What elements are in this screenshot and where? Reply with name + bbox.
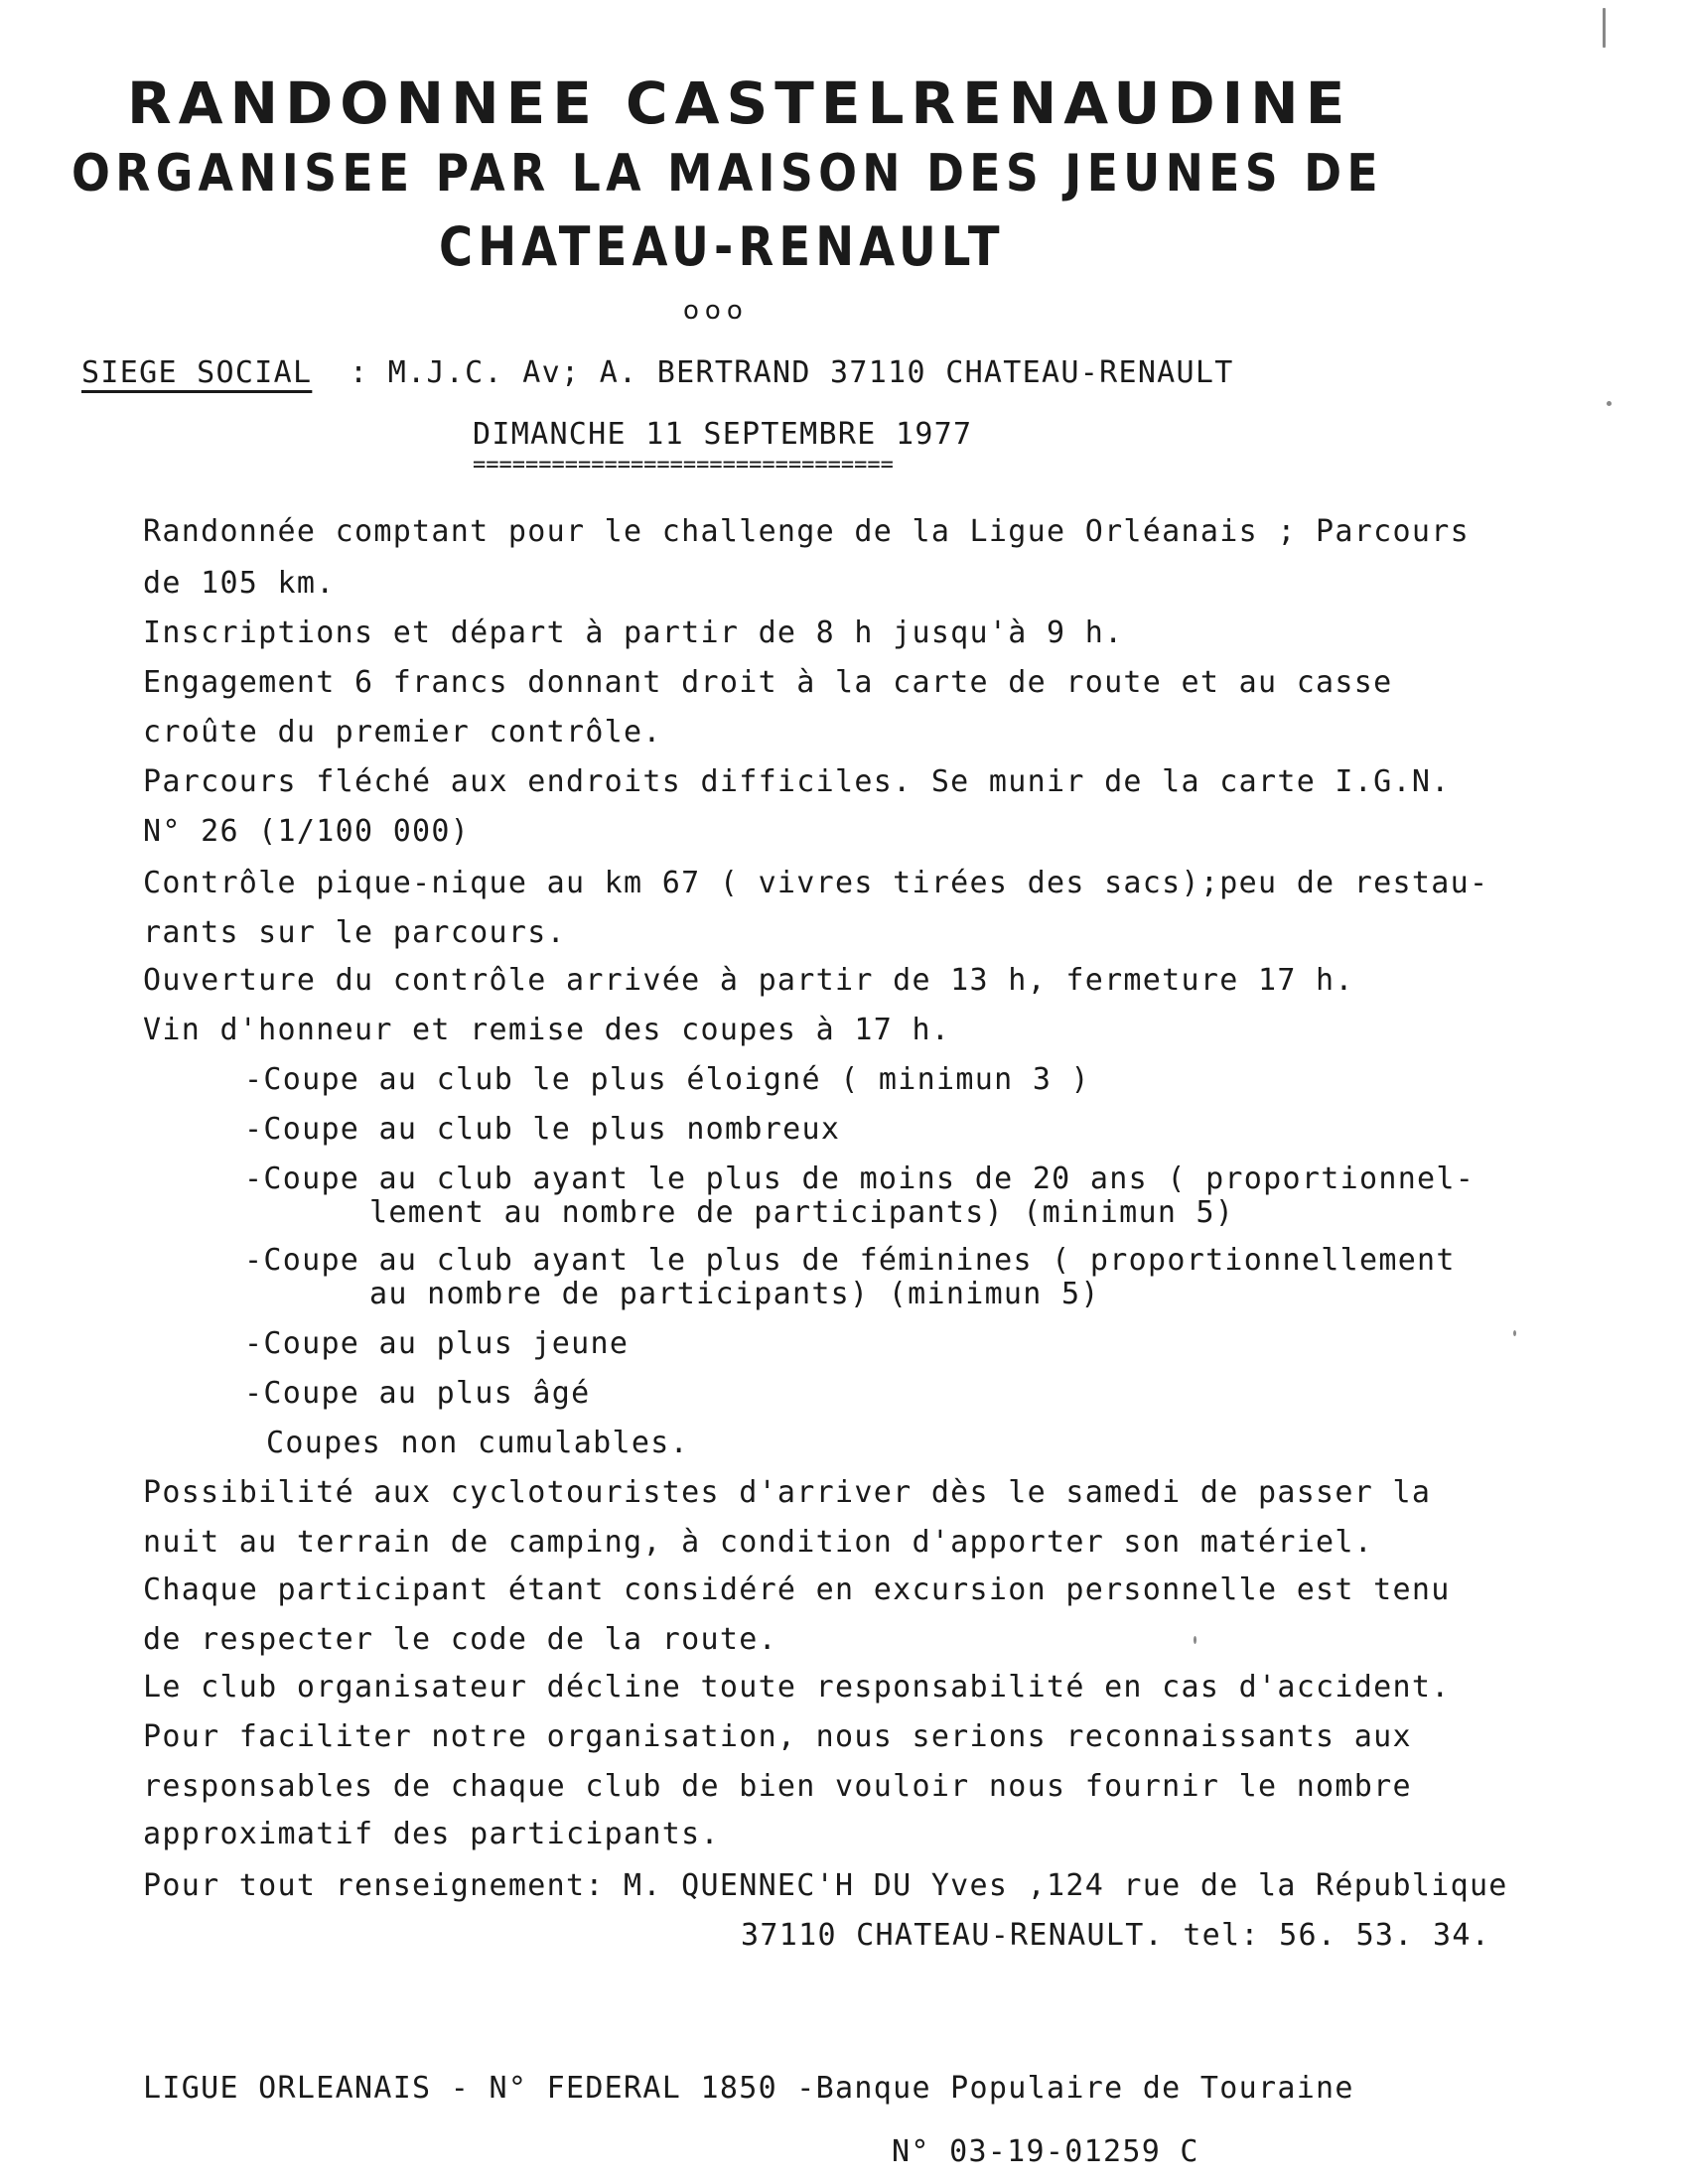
coupe-list-item-continuation: au nombre de participants) (minimun 5) <box>369 1277 1100 1311</box>
coupe-list-item-continuation: lement au nombre de participants) (minimun 5) <box>369 1195 1235 1230</box>
body-line: Contrôle pique-nique au km 67 ( vivres tirées des sacs);peu de restau- <box>143 866 1489 900</box>
date-underline-rule: ================================ <box>473 453 894 478</box>
body-line: approximatif des participants. <box>143 1817 720 1851</box>
footer-federation-line: LIGUE ORLEANAIS - N° FEDERAL 1850 -Banque Populaire de Touraine <box>143 2071 1354 2106</box>
footer-account-number: N° 03-19-01259 C <box>892 2134 1199 2169</box>
coupe-list-item: -Coupe au plus jeune <box>244 1326 630 1361</box>
scan-speck <box>1607 401 1612 406</box>
scan-speck <box>1194 1636 1196 1644</box>
body-line: de 105 km. <box>143 566 336 601</box>
scan-mark <box>1603 8 1606 48</box>
body-line: rants sur le parcours. <box>143 915 566 950</box>
body-line: Pour faciliter notre organisation, nous serions reconnaissants aux <box>143 1719 1412 1754</box>
coupe-list-item: -Coupe au plus âgé <box>244 1376 591 1411</box>
contact-address-line: 37110 CHATEAU-RENAULT. tel: 56. 53. 34. <box>741 1918 1491 1953</box>
document-title: RANDONNEE CASTELRENAUDINE <box>127 69 1352 137</box>
coupe-list-item: -Coupe au club le plus éloigné ( minimun 3 ) <box>244 1062 1090 1097</box>
contact-line: Pour tout renseignement: M. QUENNEC'H DU Yves ,124 rue de la République <box>143 1868 1508 1903</box>
body-line: Inscriptions et départ à partir de 8 h jusqu'à 9 h. <box>143 615 1124 650</box>
body-line: croûte du premier contrôle. <box>143 715 662 750</box>
body-line: de respecter le code de la route. <box>143 1622 777 1657</box>
body-line: nuit au terrain de camping, à condition d'apporter son matériel. <box>143 1525 1374 1560</box>
coupe-list-item: -Coupe au club ayant le plus de féminines ( proportionnellement <box>244 1243 1456 1278</box>
body-line: Chaque participant étant considéré en excursion personnelle est tenu <box>143 1572 1451 1607</box>
siege-social-label: SIEGE SOCIAL <box>81 355 313 390</box>
event-date: DIMANCHE 11 SEPTEMBRE 1977 <box>473 417 973 452</box>
scan-speck <box>1513 1330 1516 1336</box>
body-line: Randonnée comptant pour le challenge de la Ligue Orléanais ; Parcours <box>143 514 1470 549</box>
siege-social-address: : M.J.C. Av; A. BERTRAND 37110 CHATEAU-RENAULT <box>350 355 1234 390</box>
body-line: N° 26 (1/100 000) <box>143 814 471 849</box>
body-line: Vin d'honneur et remise des coupes à 17 h. <box>143 1013 951 1047</box>
body-line: Parcours fléché aux endroits difficiles. Se munir de la carte I.G.N. <box>143 764 1451 799</box>
coupes-note: Coupes non cumulables. <box>266 1426 689 1460</box>
document-subtitle-line2: CHATEAU-RENAULT <box>439 215 1005 278</box>
document-subtitle-line1: ORGANISEE PAR LA MAISON DES JEUNES DE <box>71 144 1383 204</box>
body-line: responsables de chaque club de bien vouloir nous fournir le nombre <box>143 1769 1412 1804</box>
body-line: Possibilité aux cyclotouristes d'arriver dès le samedi de passer la <box>143 1475 1432 1510</box>
body-line: Engagement 6 francs donnant droit à la carte de route et au casse <box>143 665 1393 700</box>
coupe-list-item: -Coupe au club le plus nombreux <box>244 1112 841 1147</box>
body-line: Le club organisateur décline toute responsabilité en cas d'accident. <box>143 1670 1451 1705</box>
coupe-list-item: -Coupe au club ayant le plus de moins de 20 ans ( proportionnel- <box>244 1161 1476 1196</box>
ornament: ooo <box>683 296 749 326</box>
body-line: Ouverture du contrôle arrivée à partir de 13 h, fermeture 17 h. <box>143 963 1354 998</box>
